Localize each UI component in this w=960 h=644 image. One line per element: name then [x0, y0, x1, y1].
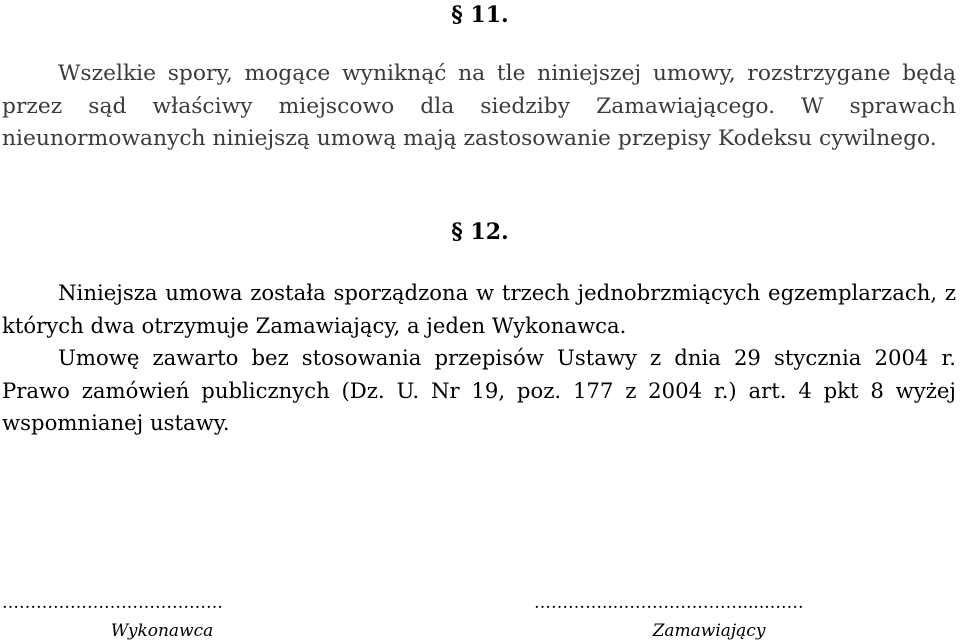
- section-11-body: [2, 58, 956, 156]
- section-12-paragraph-1: Niniejsza umowa została sporządzona w trzech jednobrzmiących egzemplarzach, z których dwa otrzymuje Zamawiający, a jeden Wykonawca.: [2, 280, 956, 338]
- section-11-heading: § 11.: [451, 2, 509, 28]
- signature-client: [534, 592, 884, 642]
- signature-label-contractor: Wykonawca: [110, 621, 214, 641]
- section-12-body: [2, 277, 956, 440]
- section-12-heading: § 12.: [451, 219, 509, 245]
- signature-line-client: …………....………………….....……: [534, 593, 804, 613]
- signature-contractor: [2, 592, 322, 642]
- signature-label-client: Zamawiający: [652, 621, 766, 641]
- section-12-paragraph-2: Umowę zawarto bez stosowania przepisów Ustawy z dnia 29 stycznia 2004 r. Prawo zamówień publicznych (Dz. U. Nr 19, poz. 177 z 2004 r.) art. 4 pkt 8 wyżej wspomnianej ustawy.: [2, 345, 956, 435]
- signature-line-contractor: …………………………………: [2, 593, 223, 613]
- section-11-paragraph-1: Wszelkie spory, mogące wyniknąć na tle niniejszej umowy, rozstrzygane będą przez sąd właściwy miejscowo dla siedziby Zamawiającego. W sprawach nieunormowanych niniejszą umową mają zastosowanie przepisy Kodeksu cywilnego.: [2, 61, 956, 151]
